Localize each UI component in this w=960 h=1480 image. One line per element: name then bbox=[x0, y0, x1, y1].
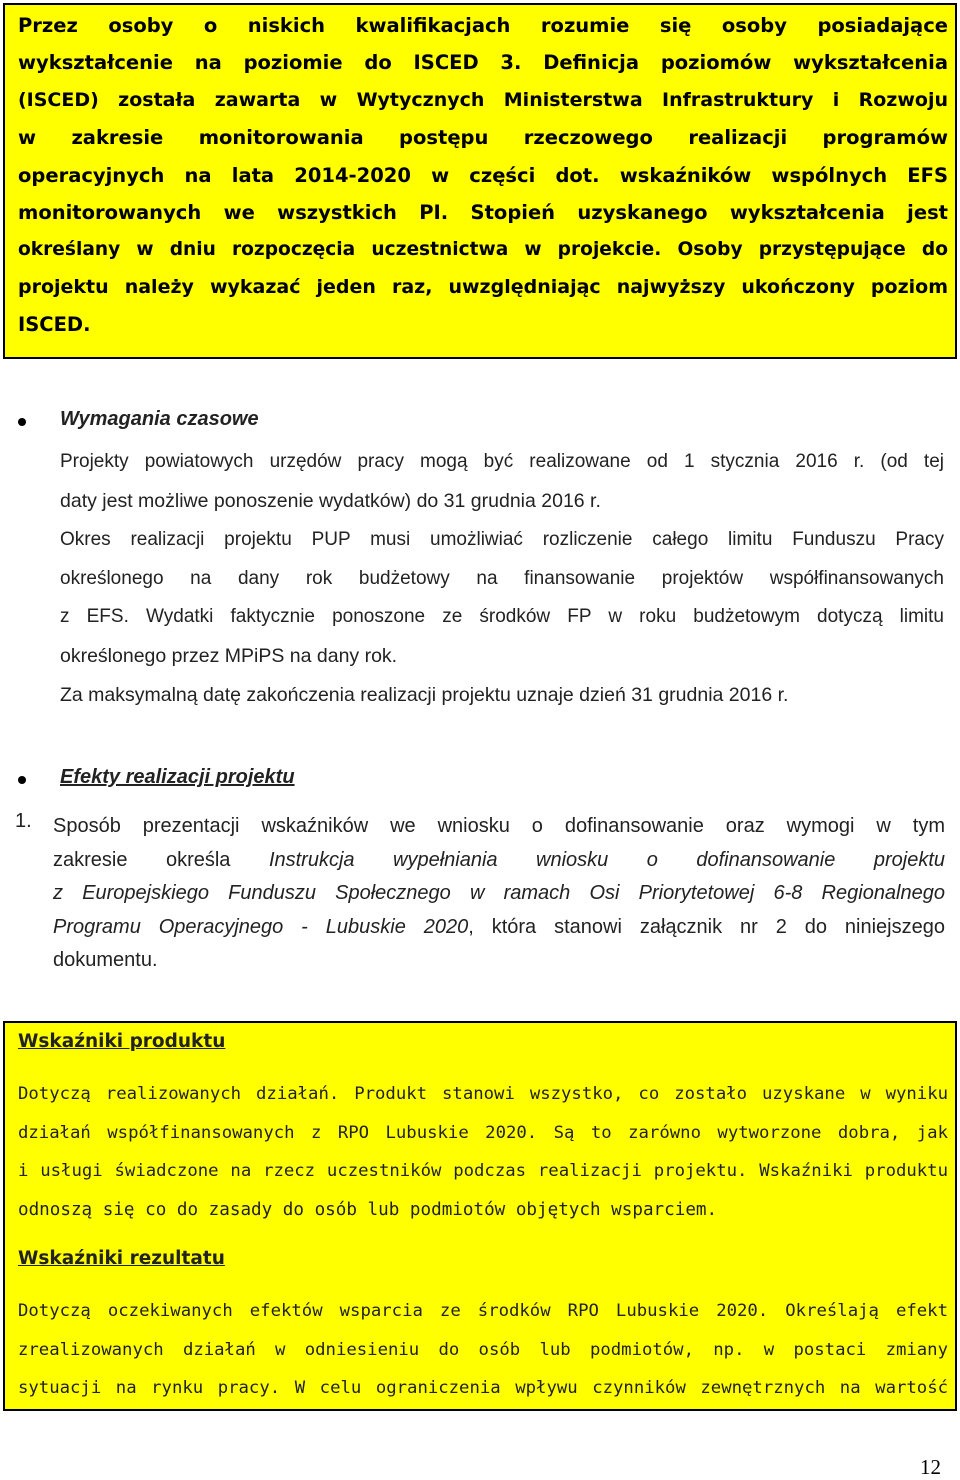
list-line bbox=[53, 844, 945, 878]
instruction-title: Programu Operacyjnego - Lubuskie 2020 bbox=[53, 915, 469, 938]
bullet-icon bbox=[18, 418, 26, 426]
time-paragraph-2 bbox=[60, 521, 944, 675]
paragraph-line: Projekty powiatowych urzędów pracy mogą być realizowane od 1 stycznia 2016 r. (od tej bbox=[60, 451, 944, 472]
indicators-box bbox=[3, 1021, 957, 1411]
iscd-definition-box bbox=[3, 3, 957, 359]
box1-line: ISCED. bbox=[18, 313, 91, 337]
paragraph-line: Dotyczą realizowanych działań. Produkt stanowi wszystko, co zostało uzyskane w wyniku bbox=[18, 1084, 948, 1104]
section-heading-time: Wymagania czasowe bbox=[60, 408, 259, 430]
list-line: Sposób prezentacji wskaźników we wniosku o dofinansowanie oraz wymogi w tym bbox=[53, 815, 945, 837]
paragraph-line: sytuacji na rynku pracy. W celu ograniczenia wpływu czynników zewnętrznych na wartość bbox=[18, 1378, 948, 1399]
time-paragraph-3 bbox=[60, 676, 944, 715]
box1-line: określany w dniu rozpoczęcia uczestnictwa w projekcie. Osoby przystępujące do bbox=[18, 239, 948, 261]
box1-line: w zakresie monitorowania postępu rzeczowego realizacji programów bbox=[18, 126, 948, 150]
result-indicators-heading: Wskaźniki rezultatu bbox=[18, 1248, 225, 1269]
paragraph-line: odnoszą się co do zasady do osób lub podmiotów objętych wsparciem. bbox=[18, 1199, 718, 1220]
box1-line: monitorowanych we wszystkich PI. Stopień uzyskanego wykształcenia jest bbox=[18, 201, 948, 225]
box1-line: wykształcenie na poziomie do ISCED 3. Definicja poziomów wykształcenia bbox=[18, 51, 948, 75]
section-heading-effects: Efekty realizacji projektu bbox=[60, 766, 295, 788]
paragraph-line: określonego przez MPiPS na dany rok. bbox=[60, 644, 398, 667]
bullet-icon bbox=[18, 776, 26, 784]
instruction-title: Instrukcja wypełniania wniosku o dofinansowanie projektu bbox=[268, 848, 946, 871]
paragraph-line: Dotyczą oczekiwanych efektów wsparcia ze środków RPO Lubuskie 2020. Określają efekt bbox=[18, 1301, 948, 1321]
result-indicators-paragraph bbox=[18, 1292, 948, 1408]
box1-line: Przez osoby o niskich kwalifikacjach rozumie się osoby posiadające bbox=[18, 14, 948, 37]
instruction-title: z Europejskiego Funduszu Społecznego w ramach Osi Priorytetowej 6-8 Regionalnego bbox=[53, 882, 945, 904]
iscd-definition-text bbox=[18, 7, 948, 344]
paragraph-line: z EFS. Wydatki faktycznie ponoszone ze środków FP w roku budżetowym dotyczą limitu bbox=[60, 606, 944, 627]
list-line bbox=[53, 911, 945, 945]
paragraph-line: określonego na dany rok budżetowy na finansowanie projektów współfinansowanych bbox=[60, 567, 944, 589]
list-item-number: 1. bbox=[15, 810, 32, 832]
list-item-text bbox=[53, 810, 945, 978]
box1-line: (ISCED) została zawarta w Wytycznych Ministerstwa Infrastruktury i Rozwoju bbox=[18, 88, 948, 111]
product-indicators-heading: Wskaźniki produktu bbox=[18, 1031, 226, 1052]
paragraph-line: daty jest możliwe ponoszenie wydatków) do 31 grudnia 2016 r. bbox=[60, 489, 601, 512]
paragraph-line: działań współfinansowanych z RPO Lubuskie 2020. Są to zarówno wytworzone dobra, jak bbox=[18, 1122, 948, 1143]
list-text-fragment: , która stanowi załącznik nr 2 do niniejszego bbox=[468, 915, 945, 938]
list-text-fragment: zakresie określa bbox=[53, 848, 269, 871]
page-number: 12 bbox=[920, 1455, 941, 1479]
paragraph-line: Za maksymalną datę zakończenia realizacji projektu uznaje dzień 31 grudnia 2016 r. bbox=[60, 684, 789, 706]
box1-line: projektu należy wykazać jeden raz, uwzględniając najwyższy ukończony poziom bbox=[18, 275, 948, 298]
list-line: dokumentu. bbox=[53, 949, 158, 971]
time-paragraph-1 bbox=[60, 443, 944, 520]
paragraph-line: i usługi świadczone na rzecz uczestników podczas realizacji projektu. Wskaźniki produktu bbox=[18, 1161, 948, 1182]
paragraph-line: Okres realizacji projektu PUP musi umożliwiać rozliczenie całego limitu Funduszu Pracy bbox=[60, 529, 944, 550]
list-line bbox=[53, 877, 945, 911]
box1-line: operacyjnych na lata 2014-2020 w części dot. wskaźników wspólnych EFS bbox=[18, 163, 948, 187]
paragraph-line: zrealizowanych działań w odniesieniu do osób lub podmiotów, np. w postaci zmiany bbox=[18, 1339, 948, 1360]
product-indicators-paragraph bbox=[18, 1075, 948, 1229]
